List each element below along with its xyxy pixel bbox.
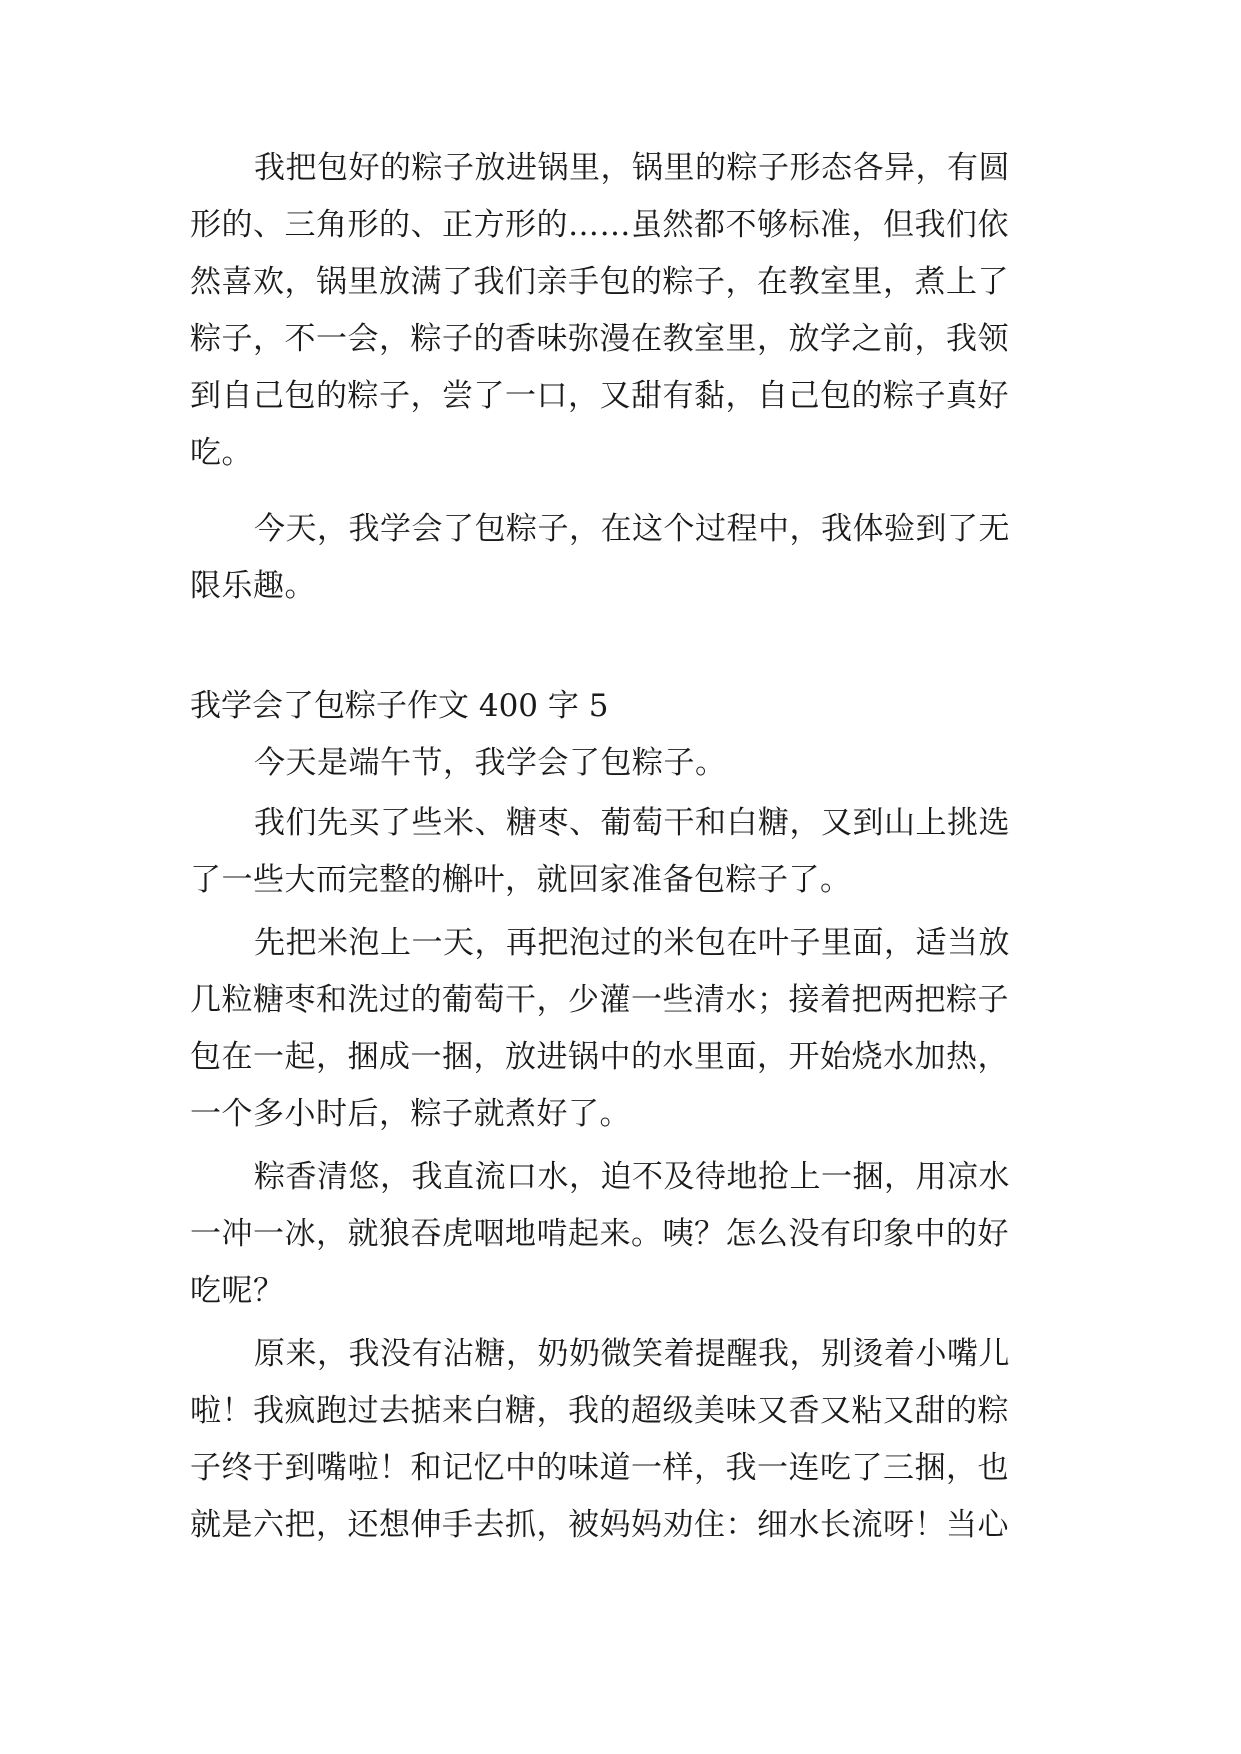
paragraph-line: 原来，我没有沾糖，奶奶微笑着提醒我，别烫着小嘴儿 [254, 1336, 1010, 1372]
paragraph-line: 我们先买了些米、糖枣、葡萄干和白糖，又到山上挑选 [254, 805, 1010, 841]
paragraph-line: 啦！我疯跑过去掂来白糖，我的超级美味又香又粘又甜的粽 [190, 1393, 1009, 1429]
paragraph-line: 到自己包的粽子，尝了一口，又甜有黏，自己包的粽子真好 [190, 378, 1009, 414]
paragraph-line: 几粒糖枣和洗过的葡萄干，少灌一些清水；接着把两把粽子 [190, 982, 1009, 1018]
paragraph-line: 今天是端午节，我学会了包粽子。 [254, 745, 727, 781]
paragraph-line: 包在一起，捆成一捆，放进锅中的水里面，开始烧水加热， [190, 1039, 1009, 1075]
paragraph-line: 一冲一冰，就狼吞虎咽地啃起来。咦？怎么没有印象中的好 [190, 1216, 1009, 1252]
paragraph-line: 了一些大而完整的槲叶，就回家准备包粽子了。 [190, 862, 852, 898]
paragraph-line: 吃呢？ [190, 1273, 285, 1309]
paragraph-line: 一个多小时后，粽子就煮好了。 [190, 1096, 631, 1132]
paragraph-line: 吃。 [190, 435, 253, 471]
paragraph-line: 先把米泡上一天，再把泡过的米包在叶子里面，适当放 [254, 925, 1010, 961]
section-heading: 我学会了包粽子作文 400 字 5 [190, 688, 609, 724]
paragraph-line: 限乐趣。 [190, 568, 316, 604]
paragraph-line: 子终于到嘴啦！和记忆中的味道一样，我一连吃了三捆，也 [190, 1450, 1009, 1486]
paragraph-line: 然喜欢，锅里放满了我们亲手包的粽子，在教室里，煮上了 [190, 264, 1009, 300]
paragraph-line: 形的、三角形的、正方形的……虽然都不够标准，但我们依 [190, 207, 1009, 243]
paragraph-line: 今天，我学会了包粽子，在这个过程中，我体验到了无 [254, 511, 1010, 547]
paragraph-line: 我把包好的粽子放进锅里，锅里的粽子形态各异，有圆 [254, 150, 1010, 186]
paragraph-line: 粽香清悠，我直流口水，迫不及待地抢上一捆，用凉水 [254, 1159, 1010, 1195]
paragraph-line: 粽子，不一会，粽子的香味弥漫在教室里，放学之前，我领 [190, 321, 1009, 357]
paragraph-line: 就是六把，还想伸手去抓，被妈妈劝住：细水长流呀！当心 [190, 1507, 1009, 1543]
